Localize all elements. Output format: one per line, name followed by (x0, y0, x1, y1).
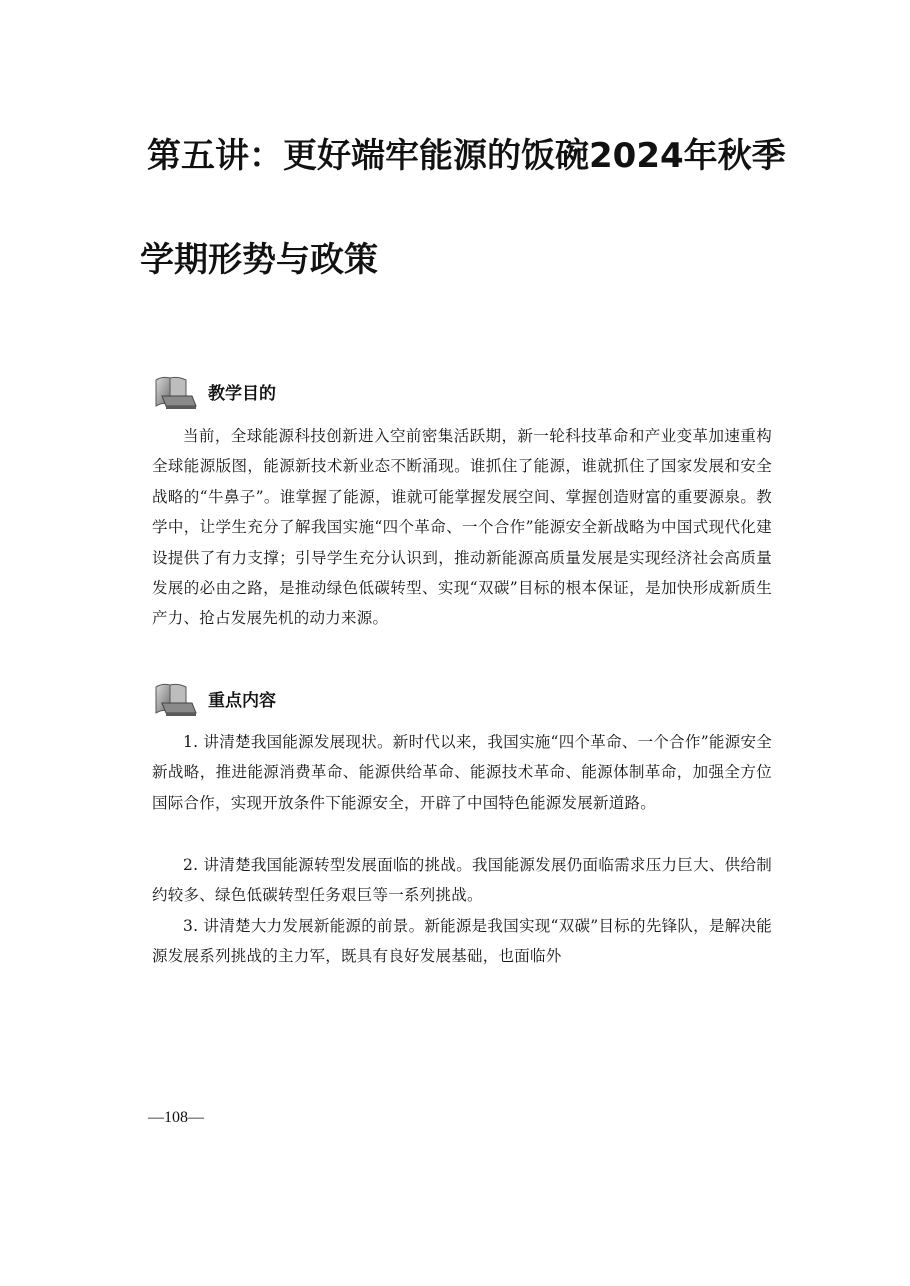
book-icon (152, 374, 198, 412)
document-title-line-2: 学期形势与政策 (140, 240, 378, 280)
page-number: —108— (148, 1109, 204, 1126)
book-icon (152, 681, 198, 719)
goals-paragraph: 当前，全球能源科技创新进入空前密集活跃期，新一轮科技革命和产业变革加速重构全球能源版图，能源新技术新业态不断涌现。谁抓住了能源，谁就抓住了国家发展和安全战略的“牛鼻子”。谁掌握了能源，谁就可能掌握发展空间、掌握创造财富的重要源泉。教学中，让学生充分了解我国实施“四个革命、一个合作”能源安全新战略为中国式现代化建设提供了有力支撑；引导学生充分认识到，推动新能源高质量发展是实现经济社会高质量发展的必由之路，是推动绿色低碳转型、实现“双碳”目标的根本保证，是加快形成新质生产力、抢占发展先机的动力来源。 (152, 427, 772, 628)
section-heading: 重点内容 (208, 691, 276, 711)
section-header-goals (152, 374, 472, 414)
section-header-key-content (152, 681, 472, 721)
key-content-item-3: 3. 讲清楚大力发展新能源的前景。新能源是我国实现“双碳”目标的先锋队，是解决能源发展系列挑战的主力军，既具有良好发展基础，也面临外 (152, 917, 772, 966)
key-content-item-1: 1. 讲清楚我国能源发展现状。新时代以来，我国实施“四个革命、一个合作”能源安全新战略，推进能源消费革命、能源供给革命、能源技术革命、能源体制革命，加强全方位国际合作，实现开放条件下能源安全，开辟了中国特色能源发展新道路。 (152, 733, 772, 812)
key-content-item-2: 2. 讲清楚我国能源转型发展面临的挑战。我国能源发展仍面临需求压力巨大、供给制约较多、绿色低碳转型任务艰巨等一系列挑战。 (152, 856, 772, 905)
section-heading: 教学目的 (208, 384, 276, 404)
document-title-line-1: 第五讲：更好端牢能源的饭碗2024年秋季 (147, 136, 786, 176)
